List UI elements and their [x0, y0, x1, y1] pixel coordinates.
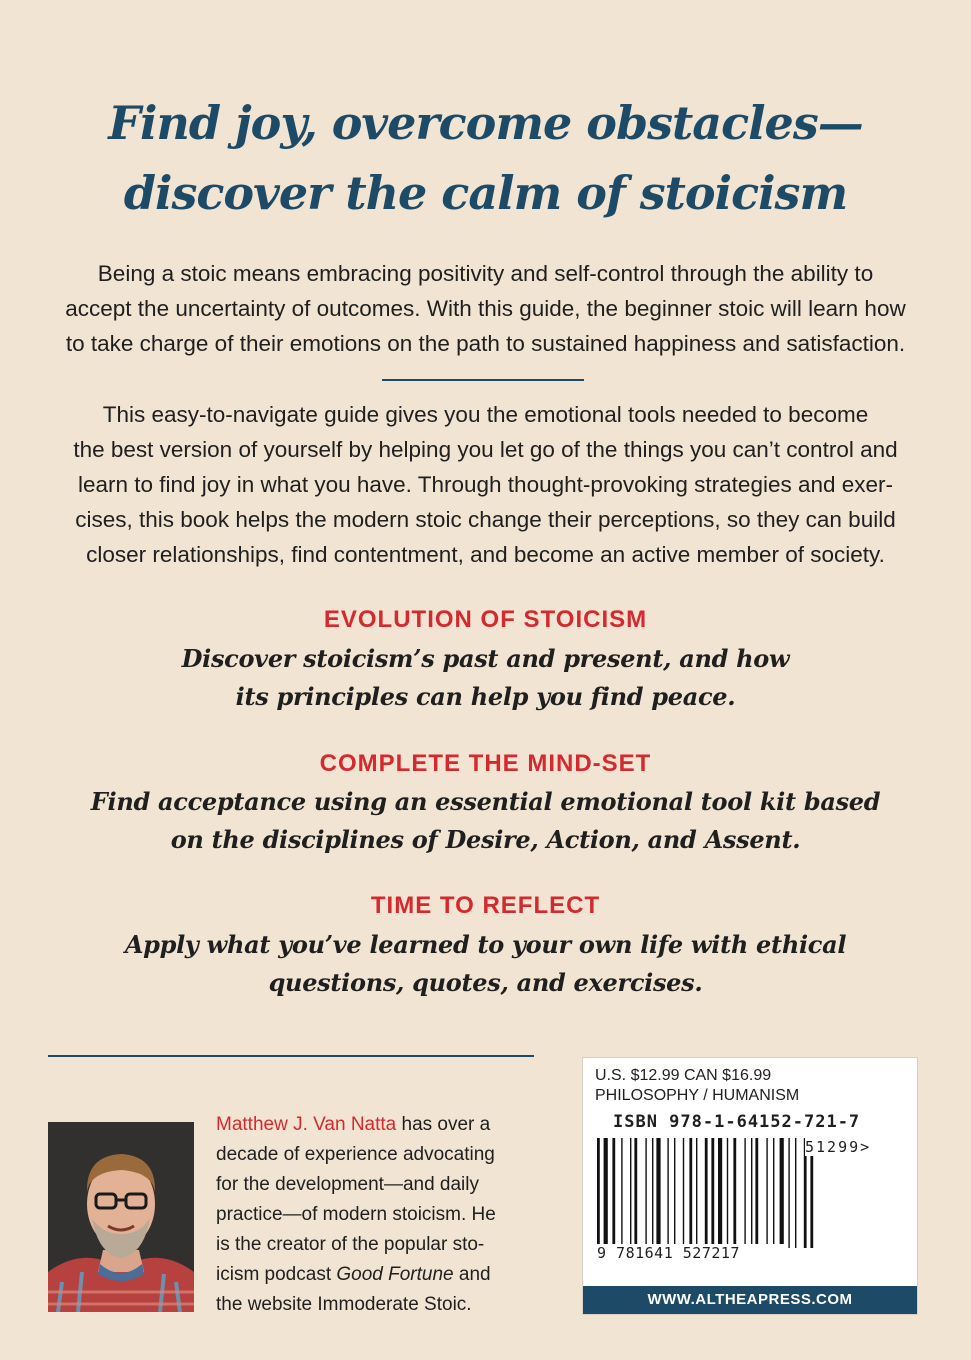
section-line: on the disciplines of Desire, Action, and Assent. [170, 825, 801, 854]
section-line: Apply what you’ve learned to your own life with ethical [124, 930, 847, 959]
bio-text: has over a [396, 1114, 491, 1135]
section-body-evolution [0, 640, 971, 716]
section-body-reflect [0, 926, 971, 1002]
author-bio [216, 1110, 566, 1320]
bio-line: for the development—and daily [216, 1174, 479, 1195]
barcode-digits: 9 781641 527217 [597, 1244, 787, 1262]
section-line: its principles can help you find peace. [235, 682, 736, 711]
price-code [805, 1138, 871, 1156]
bio-line: decade of experience advocating [216, 1144, 495, 1165]
intro-line: Being a stoic means embracing positivity and self-control through the ability to [97, 261, 874, 286]
bio-text: and [453, 1264, 491, 1285]
description-line: This easy-to-navigate guide gives you the emotional tools needed to become [102, 402, 869, 427]
bio-text: icism podcast [216, 1264, 337, 1285]
price-info [595, 1066, 799, 1106]
section-line: questions, quotes, and exercises. [268, 968, 703, 997]
bio-line [216, 1110, 566, 1140]
price-code-digits: 51299 [805, 1138, 861, 1156]
section-body-mindset [0, 783, 971, 859]
publisher-url: WWW.ALTHEAPRESS.COM [583, 1286, 917, 1314]
headline-line-2: discover the calm of stoicism [123, 166, 848, 220]
headline [0, 88, 971, 228]
bio-line: is the creator of the popular sto- [216, 1234, 485, 1255]
intro-paragraph [40, 256, 931, 361]
barcode-icon [597, 1138, 897, 1258]
isbn-number: ISBN 978-1-64152-721-7 [613, 1112, 861, 1132]
section-heading-reflect: TIME TO REFLECT [370, 892, 601, 919]
headline-line-1: Find joy, overcome obstacles— [108, 96, 863, 150]
category-line: PHILOSOPHY / HUMANISM [595, 1087, 800, 1104]
section-heading-mindset: COMPLETE THE MIND-SET [319, 750, 652, 777]
description-line: cises, this book helps the modern stoic change their perceptions, so they can build [75, 507, 896, 532]
author-photo [48, 1122, 194, 1312]
author-name: Matthew J. Van Natta [216, 1114, 397, 1135]
chevron-right-icon: > [860, 1138, 872, 1156]
description-paragraph [40, 397, 931, 572]
section-line: Find acceptance using an essential emotional tool kit based [90, 787, 881, 816]
barcode-panel [582, 1057, 918, 1315]
divider-rule-bottom [48, 1055, 534, 1057]
bio-line: practice—of modern stoicism. He [216, 1204, 496, 1225]
intro-line: accept the uncertainty of outcomes. With this guide, the beginner stoic will learn how [65, 296, 906, 321]
intro-line: to take charge of their emotions on the path to sustained happiness and satisfaction. [65, 331, 906, 356]
section-heading-evolution: EVOLUTION OF STOICISM [323, 606, 648, 633]
divider-rule-top [382, 379, 584, 381]
description-line: learn to find joy in what you have. Through thought-provoking strategies and exer- [77, 472, 894, 497]
podcast-title: Good Fortune [336, 1264, 454, 1285]
author-portrait-illustration [48, 1122, 194, 1312]
description-line: the best version of yourself by helping you let go of the things you can’t control and [73, 437, 898, 462]
section-line: Discover stoicism’s past and present, and how [181, 644, 790, 673]
description-line: closer relationships, find contentment, and become an active member of society. [86, 542, 885, 567]
price-line: U.S. $12.99 CAN $16.99 [595, 1067, 772, 1084]
bio-line [216, 1260, 566, 1290]
bio-line: the website Immoderate Stoic. [216, 1294, 472, 1315]
